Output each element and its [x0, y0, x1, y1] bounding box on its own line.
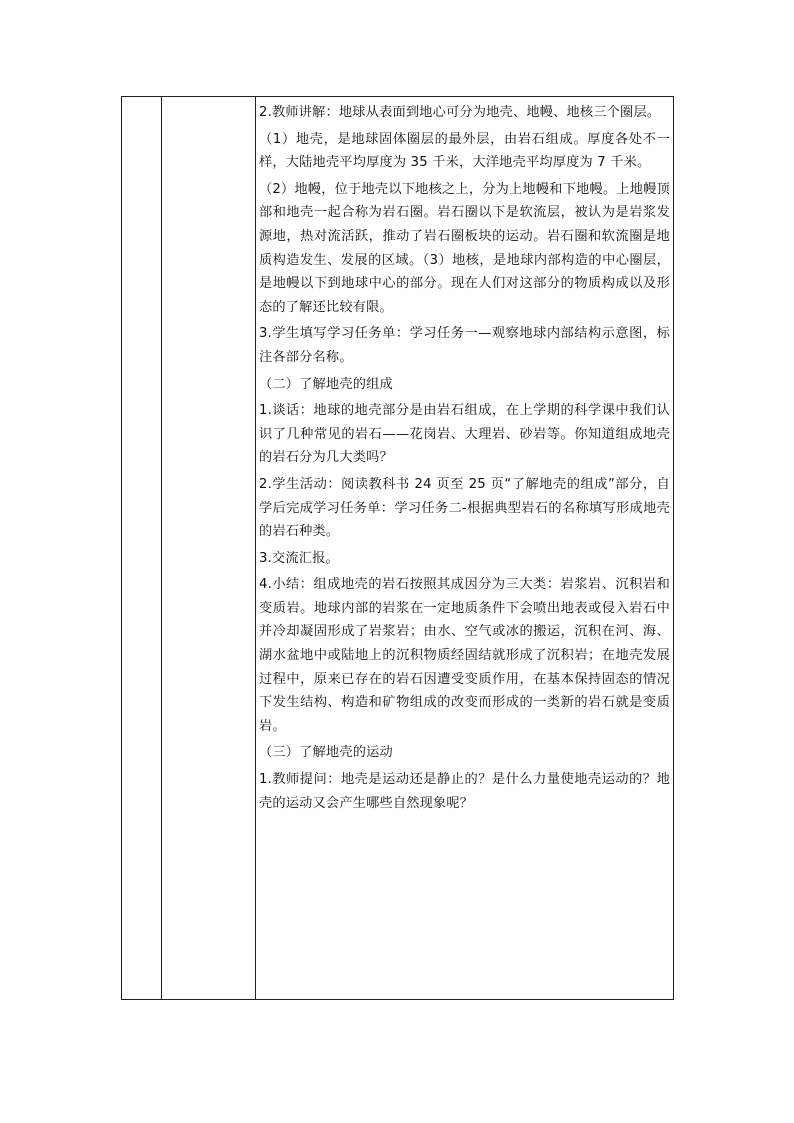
- column-divider-1: [161, 97, 162, 999]
- paragraph-summary: 4.小结：组成地壳的岩石按照其成因分为三大类：岩浆岩、沉积岩和变质岩。地球内部的岩浆在一定地质条件下会喷出地表或侵入岩石中并冷却凝固形成了岩浆岩；由水、空气或冰的搬运，沉积在河、海、湖水盆地中或陆地上的沉积物质经固结就形成了沉积岩；在地壳发展过程中，原来已存在的岩石因遭受变质作用，在基本保持固态的情况下发生结构、构造和矿物组成的改变而形成的一类新的岩石就是变质岩。: [259, 577, 670, 734]
- section-heading-crust-movement: （三）了解地壳的运动: [259, 745, 393, 761]
- paragraph-teacher-question: 1.教师提问：地壳是运动还是静止的？是什么力量使地壳运动的？地壳的运动又会产生哪些自然现象呢？: [259, 772, 670, 811]
- lesson-content-cell: [256, 101, 672, 815]
- paragraph-teacher-explanation: 2.教师讲解：地球从表面到地心可分为地壳、地幔、地核三个圈层。: [259, 105, 661, 120]
- paragraph-task-one: 3.学生填写学习任务单：学习任务一—观察地球内部结构示意图，标注各部分名称。: [259, 326, 670, 365]
- paragraph-report: 3.交流汇报。: [259, 550, 339, 566]
- paragraph-student-activity: 2.学生活动：阅读教科书 24 页至 25 页“了解地壳的组成”部分，自学后完成学习任务单：学习任务二-根据典型岩石的名称填写形成地壳的岩石种类。: [259, 476, 670, 540]
- section-heading-crust-composition: （二）了解地壳的组成: [259, 376, 393, 392]
- paragraph-crust: （1）地壳，是地球固体圈层的最外层，由岩石组成。厚度各处不一样，大陆地壳平均厚度为 35 千米，大洋地壳平均厚度为 7 千米。: [259, 131, 670, 171]
- paragraph-mantle-core: （2）地幔，位于地壳以下地核之上，分为上地幔和下地幔。上地幔顶部和地壳一起合称为岩石圈。岩石圈以下是软流层，被认为是岩浆发源地，热对流活跃，推动了岩石圈板块的运动。岩石圈和软流圈是地质构造发生、发展的区域。（3）地核，是地球内部构造的中心圈层，是地幔以下到地球中心的部分。现在人们对这部分的物质构成以及形态的了解还比较有限。: [259, 181, 670, 315]
- lesson-table: [121, 96, 674, 1000]
- paragraph-talk: 1.谈话：地球的地壳部分是由岩石组成，在上学期的科学课中我们认识了几种常见的岩石——花岗岩、大理岩、砂岩等。你知道组成地壳的岩石分为几大类吗？: [259, 403, 670, 466]
